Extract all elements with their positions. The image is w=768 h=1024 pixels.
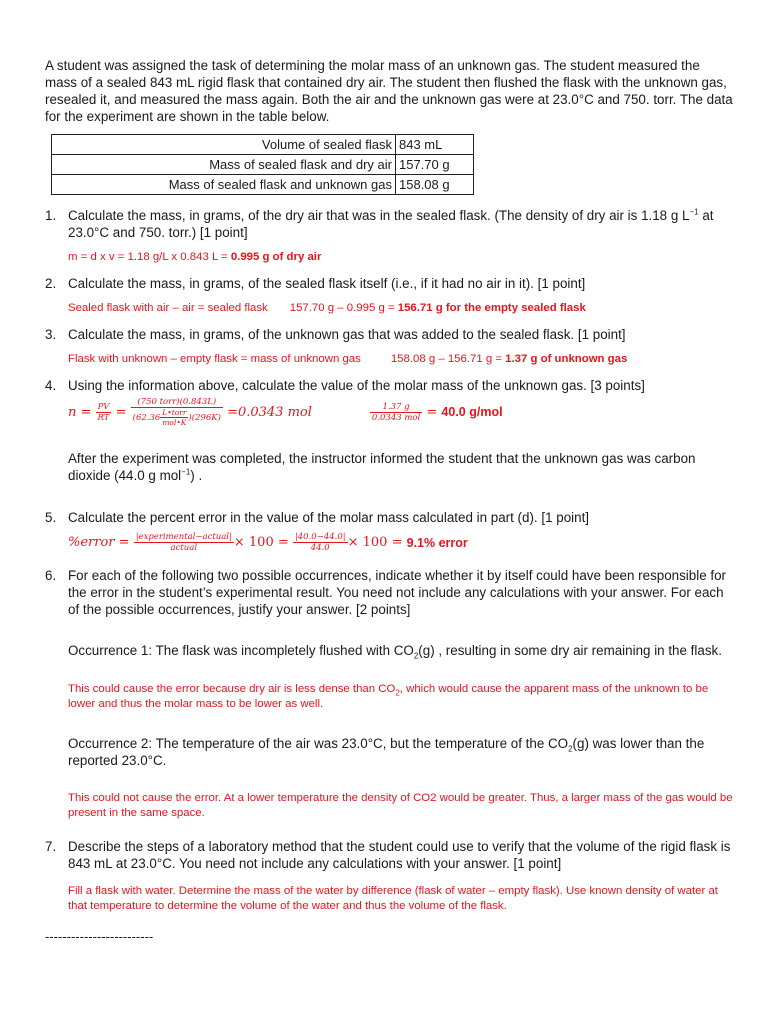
table-cell-label: Mass of sealed flask and dry air — [52, 155, 396, 175]
separator-line: ------------------------- — [45, 929, 154, 944]
answer-6-occurrence-2: This could not cause the error. At a lower temperature the density of CO2 would be greater. Thus, a larger mass of the gas would be present in the same space. — [68, 792, 733, 820]
math-text: × 100 — [347, 535, 388, 551]
fraction-denominator: 0.0343 mol — [371, 412, 421, 423]
fraction-numerator: |40.0−44.0| — [294, 532, 346, 543]
instructor-note — [68, 450, 735, 484]
table-cell-label: Volume of sealed flask — [52, 135, 396, 155]
paragraph-text: (g) was lower than the reported 23.0°C. — [68, 735, 705, 768]
occurrence-2 — [68, 735, 735, 769]
question-text: Using the information above, calculate the value of the molar mass of the unknown gas. [3 points] — [68, 378, 645, 393]
math-text: %error — [68, 535, 115, 551]
table-cell-label: Mass of sealed flask and unknown gas — [52, 175, 396, 195]
question-number: 7. — [45, 839, 57, 855]
answer-1 — [68, 250, 735, 265]
fraction-denominator: mol•K — [162, 418, 187, 427]
fraction-denominator: RT — [97, 412, 110, 423]
paragraph-text: (g) , resulting in some dry air remaining in the flask. — [418, 643, 722, 659]
paragraph-text: After the experiment was completed, the instructor informed the student that the unknown gas was carbon dioxide (44.0 g mol — [68, 451, 696, 484]
fraction — [293, 532, 348, 553]
equation-result: 0.0343 mol — [237, 404, 312, 420]
answer-text: 157.70 g – 0.995 g = — [289, 302, 398, 314]
question-number: 6. — [45, 567, 57, 583]
question-4 — [45, 377, 735, 394]
superscript: −1 — [689, 207, 699, 217]
paragraph-text: Occurrence 2: The temperature of the air was 23.0°C, but the temperature of the CO — [68, 735, 569, 751]
answer-text: This could cause the error because dry air is less dense than CO — [68, 682, 396, 695]
table-row — [52, 155, 474, 175]
question-text: Calculate the mass, in grams, of the sealed flask itself (i.e., if it had no air in it). [1 point] — [68, 276, 586, 291]
data-table — [51, 134, 474, 195]
table-cell-value: 157.70 g — [396, 155, 474, 175]
fraction-denominator — [131, 408, 223, 427]
subscript: 2 — [395, 687, 400, 697]
answer-text: , which would cause the apparent mass of the unknown to be lower and thus the molar mass to be lower as well. — [68, 682, 709, 710]
fraction — [370, 402, 422, 423]
table-cell-value: 158.08 g — [396, 175, 474, 195]
intro-paragraph: A student was assigned the task of determining the molar mass of an unknown gas. The student measured the mass of a sealed 843 mL rigid flask that contained dry air. The student then flushed the flask with the unknown gas, resealed it, and measured the mass again. Both the air and the unknown gas were at 23.0°C and 750. torr. The data for the experiment are shown in the table below. — [45, 58, 733, 124]
question-number: 2. — [45, 276, 57, 291]
answer-result: 1.37 g of unknown gas — [505, 353, 628, 365]
question-number: 3. — [45, 327, 57, 342]
document-page — [45, 57, 735, 914]
question-text: Calculate the percent error in the value of the molar mass calculated in part (d). [1 point] — [68, 509, 590, 525]
answer-2 — [68, 301, 735, 316]
question-7 — [45, 838, 735, 872]
answer-6-occurrence-1 — [68, 682, 735, 712]
question-number: 5. — [45, 509, 57, 525]
table-cell-value: 843 mL — [396, 135, 474, 155]
ideal-gas-equation: n = $\frac{PV}{RT}$ = (750 torr)(0.843L) (62.36 $\frac{\text{L•torr}}{\text{mol•K}}$ )(296K) = 0.0343 mol $\frac{1.37 g}{\text{0.0343 mol}}$ = 40.0 g/mol — [68, 397, 503, 427]
fraction — [134, 532, 234, 553]
question-number: 1. — [45, 208, 57, 223]
question-text: Calculate the mass, in grams, of the unknown gas that was added to the sealed flask. [1 point] — [68, 327, 626, 342]
math-text: )(296K) — [188, 413, 221, 423]
fraction-numerator: L•torr — [162, 408, 187, 417]
question-1 — [45, 207, 735, 241]
subscript: 2 — [413, 651, 419, 661]
fraction-numerator: (750 torr)(0.843L) — [131, 397, 223, 408]
answer-7: Fill a flask with water. Determine the mass of the water by difference (flask of water – empty flask). Use known density of water at that temperature to determine the volume of the water and thus the volume of the flask. — [68, 885, 718, 913]
answer-text: Flask with unknown – empty flask = mass of unknown gas — [68, 353, 361, 365]
answer-3 — [68, 352, 735, 367]
fraction — [131, 397, 223, 427]
answer-text: m = d x v = 1.18 g/L x 0.843 L = — [68, 251, 231, 263]
math-symbol: n — [68, 404, 77, 420]
table-row — [52, 175, 474, 195]
question-5 — [45, 509, 735, 526]
fraction-numerator: 1.37 g — [370, 402, 422, 413]
paragraph-text: Occurrence 1: The flask was incompletely flushed with CO — [68, 643, 414, 659]
question-2 — [45, 275, 735, 292]
superscript: −1 — [181, 467, 191, 477]
table-row — [52, 135, 474, 155]
fraction — [96, 402, 112, 423]
fraction-numerator: |experimental−actual| — [135, 532, 232, 543]
question-3 — [45, 326, 735, 343]
question-text: at 23.0°C and 750. torr.) [1 point] — [68, 208, 714, 240]
fraction-numerator: PV — [96, 402, 112, 413]
answer-text: 158.08 g – 156.71 g = — [390, 353, 506, 365]
answer-result: 156.71 g for the empty sealed flask — [397, 302, 586, 314]
answer-result: 0.995 g of dry air — [230, 251, 322, 263]
math-text: (62.36 — [132, 413, 161, 423]
subscript: 2 — [568, 744, 573, 754]
question-number: 4. — [45, 378, 57, 393]
percent-error-equation: %error = $\frac{\text{|experimental−actual|}}{\text{actual}}$ × 100 = $\frac{|40.0-44.0|}{44.0}$ × 100 = 9.1% error — [68, 532, 468, 554]
answer-result: 40.0 g/mol — [441, 405, 503, 419]
answer-text: Sealed flask with air – air = sealed flask — [68, 302, 268, 314]
question-text: Describe the steps of a laboratory method that the student could use to verify that the volume of the rigid flask is 843 mL at 23.0°C. You need not include any calculations with your answer. [1 point] — [68, 839, 731, 872]
occurrence-1 — [68, 642, 735, 659]
math-text: × 100 — [233, 535, 274, 551]
fraction-denominator: 44.0 — [310, 543, 330, 554]
question-6 — [45, 567, 735, 618]
paragraph-text: ) . — [190, 468, 203, 484]
fraction-denominator: actual — [170, 543, 198, 554]
question-text: For each of the following two possible occurrences, indicate whether it by itself could have been responsible for the error in the student’s experimental result. You need not include any calculations with your answer. For each of the possible occurrences, justify your answer. [2 points] — [68, 567, 726, 617]
answer-result: 9.1% error — [406, 535, 468, 550]
question-text: Calculate the mass, in grams, of the dry air that was in the sealed flask. (The density of dry air is 1.18 g L — [68, 208, 690, 223]
